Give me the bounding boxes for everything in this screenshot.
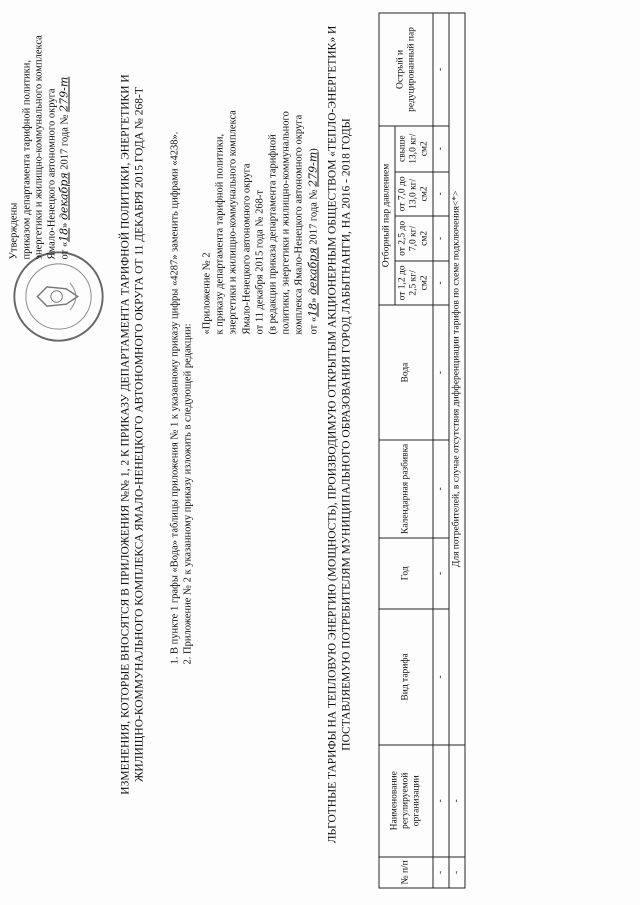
header-type: Вид тарифа bbox=[379, 609, 433, 745]
handwritten-day: 18 bbox=[57, 227, 71, 242]
approval-heading: Утверждены bbox=[8, 202, 20, 260]
annex-line: комплекса Ямало-Ненецкого автономного округа bbox=[293, 114, 305, 335]
table-cell: - bbox=[433, 857, 449, 888]
date-mid: » bbox=[59, 220, 71, 228]
tariff-title: ЛЬГОТНЫЕ ТАРИФЫ НА ТЕПЛОВУЮ ЭНЕРГИЮ (МОЩНОСТЬ), ПРОИЗВОДИМУЮ ОТКРЫТЫМ АКЦИОНЕРНЫМ ОБЩЕСТВОМ «ТЕПЛО-ЭНЕРГЕТИК» И ПОСТАВЛЯЕМУЮ ПОТРЕБИТЕЛЯМ МУНИЦИПАЛЬНОГО ОБРАЗОВАНИЯ ГОРОД ЛАБЫТНАНГИ, НА 2016 - 2018 ГОДЫ bbox=[326, 25, 353, 844]
annex-line: Ямало-Ненецкого автономного округа bbox=[241, 163, 253, 335]
handwritten-month: декабря bbox=[306, 247, 320, 296]
handwritten-month: декабря bbox=[57, 172, 71, 221]
approval-line: Ямало-Ненецкого автономного округа bbox=[46, 88, 57, 260]
table-cell: - bbox=[433, 172, 449, 217]
approval-line: приказом департамента тарифной политики, bbox=[21, 60, 32, 260]
annex-line: политики, энергетики и жилищно-коммунального bbox=[280, 111, 292, 335]
amendment-item-1: 1. В пункте 1 графы «Вода» таблицы приложения № 1 к указанному приказу цифры «4287» заменить цифрами «4238». bbox=[169, 131, 181, 665]
table-header-row bbox=[379, 13, 395, 888]
subheader-cell: от 2,5 до 7,0 кг/см2 bbox=[395, 216, 433, 260]
amendment-items bbox=[169, 25, 195, 665]
table-row bbox=[449, 13, 465, 888]
table-cell: - bbox=[433, 126, 449, 172]
table-cell: - bbox=[449, 857, 465, 888]
header-sharp-steam: Острый и редуцированный пар bbox=[379, 13, 433, 126]
table-footnote: Для потребителей, в случае отсутствия дифференциации тарифов по схеме подключения<*> bbox=[449, 13, 465, 745]
handwritten-day: 18 bbox=[306, 302, 320, 317]
table-cell: - bbox=[449, 745, 465, 857]
date-prefix: от « bbox=[59, 241, 71, 260]
table-row bbox=[433, 13, 449, 888]
tariff-table bbox=[379, 13, 466, 889]
header-org: Наименование регулируемой организации bbox=[379, 745, 433, 857]
table-cell: - bbox=[433, 609, 449, 745]
approval-block bbox=[9, 5, 73, 260]
rotated-page bbox=[1, 0, 640, 905]
date-suffix: 2017 года № bbox=[59, 111, 71, 173]
annex-line: (в редакции приказа департамента тарифной bbox=[267, 134, 279, 335]
annex-line: от 11 декабря 2015 года № 268-т bbox=[254, 190, 266, 335]
annex-date bbox=[306, 15, 320, 335]
annex-line: «Приложение № 2 bbox=[201, 252, 213, 335]
subheader-cell: свыше 13,0 кг/см2 bbox=[395, 126, 433, 172]
date-suffix: 2017 года № bbox=[308, 186, 320, 248]
table-cell: - bbox=[433, 305, 449, 440]
official-seal-icon bbox=[11, 249, 107, 345]
document-title: ИЗМЕНЕНИЯ, КОТОРЫЕ ВНОСЯТСЯ В ПРИЛОЖЕНИЯ №№ 1, 2 К ПРИКАЗУ ДЕПАРТАМЕНТА ТАРИФНОЙ ПОЛИТИКИ, ЭНЕРГЕТИКИ И ЖИЛИЩНО-КОММУНАЛЬНОГО КОМПЛЕКСА ЯМАЛО-НЕНЕЦКОГО АВТОНОМНОГО ОКРУГА ОТ 11 ДЕКАБРЯ 2015 ГОДА № 268-Т bbox=[119, 74, 146, 795]
header-no: № п/п bbox=[379, 857, 433, 888]
table-cell: - bbox=[433, 538, 449, 609]
amendment-item-2: 2. Приложение № 2 к указанному приказу изложить в следующей редакции: bbox=[182, 323, 194, 665]
date-mid: » bbox=[308, 295, 320, 303]
approval-date bbox=[59, 5, 73, 260]
table-cell: - bbox=[433, 216, 449, 260]
table-cell: - bbox=[433, 13, 449, 126]
annex-block bbox=[201, 15, 321, 335]
header-steam: Отборный пар давлением bbox=[379, 126, 395, 305]
subheader-cell: от 1,2 до 2,5 кг/см2 bbox=[395, 261, 433, 305]
date-prefix: от « bbox=[308, 316, 320, 335]
approval-line: энергетики и жилищно-коммунального комплекса bbox=[33, 35, 45, 260]
subheader-cell: от 7,0 до 13,0 кг/см2 bbox=[395, 172, 433, 217]
table-cell: - bbox=[433, 440, 449, 538]
annex-close: ) bbox=[308, 148, 320, 152]
annex-line: энергетики и жилищно-коммунального комплекса bbox=[227, 110, 239, 335]
table-cell: - bbox=[433, 745, 449, 857]
table-cell: - bbox=[433, 261, 449, 305]
handwritten-number: 279-т bbox=[57, 76, 71, 112]
header-year: Год bbox=[379, 538, 433, 609]
header-calendar: Календарная разбивка bbox=[379, 440, 433, 538]
handwritten-number: 279-т bbox=[306, 151, 320, 187]
annex-line: к приказу департамента тарифной политики, bbox=[214, 133, 226, 335]
header-water: Вода bbox=[379, 305, 433, 440]
